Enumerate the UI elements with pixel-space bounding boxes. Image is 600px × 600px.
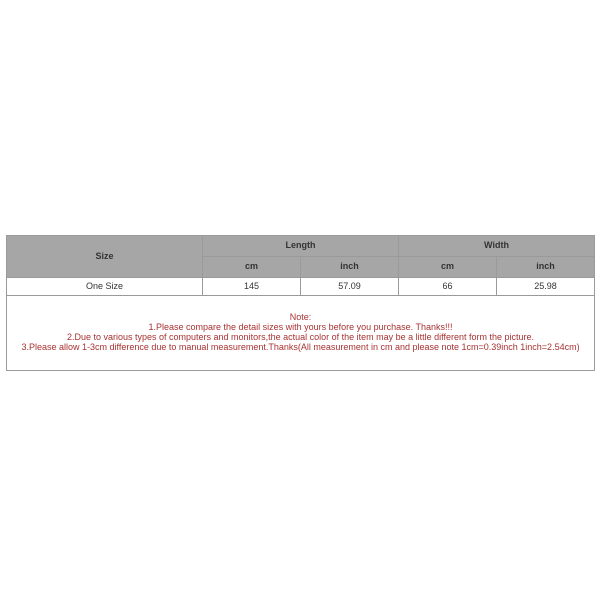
- size-cell: One Size: [7, 278, 203, 296]
- length-inch-cell: 57.09: [301, 278, 399, 296]
- width-inch-cell: 25.98: [497, 278, 595, 296]
- width-cm-header: cm: [399, 257, 497, 278]
- note-line-3: 3.Please allow 1-3cm difference due to manual measurement.Thanks(All measurement in cm and please note 1cm=0.39inch 1inch=2.54cm): [21, 341, 580, 352]
- table-row: [7, 278, 595, 296]
- length-cm-header: cm: [203, 257, 301, 278]
- header-row-groups: [7, 236, 595, 257]
- notes-cell: [7, 296, 595, 371]
- width-cm-cell: 66: [399, 278, 497, 296]
- size-chart-table: [6, 235, 595, 371]
- length-inch-header: inch: [301, 257, 399, 278]
- notes-row: [7, 296, 595, 371]
- length-cm-cell: 145: [203, 278, 301, 296]
- width-group-header: Width: [399, 236, 595, 257]
- note-line-1: 1.Please compare the detail sizes with yours before you purchase. Thanks!!!: [148, 322, 453, 333]
- length-group-header: Length: [203, 236, 399, 257]
- size-column-header: Size: [7, 236, 203, 278]
- note-line-2: 2.Due to various types of computers and monitors,the actual color of the item may be a little different form the picture.: [66, 332, 535, 342]
- note-title: Note:: [289, 312, 312, 323]
- width-inch-header: inch: [497, 257, 595, 278]
